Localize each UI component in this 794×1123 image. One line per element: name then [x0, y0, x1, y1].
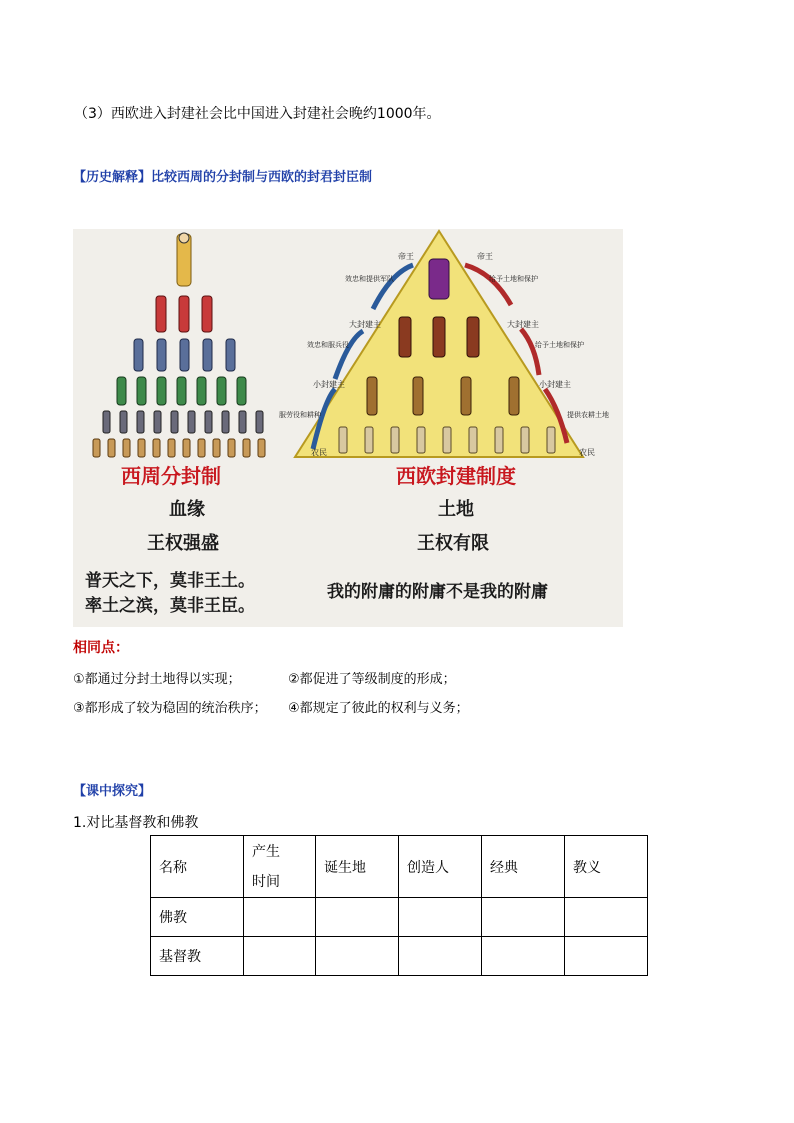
zhou-basis: 血缘 [169, 499, 205, 520]
europe-quote: 我的附庸的附庸不是我的附庸 [327, 582, 548, 602]
table-cell[interactable] [482, 937, 565, 976]
europe-title: 西欧封建制度 [396, 464, 516, 488]
header-cell [244, 836, 316, 898]
europe-power: 王权有限 [417, 533, 489, 554]
zhou-hierarchy-figures [93, 233, 265, 457]
level-left-0: 帝王 [398, 252, 414, 261]
level-right-2: 小封建主 [539, 380, 571, 389]
duty-up-2: 服劳役和耕种 [279, 411, 321, 419]
duty-up-0: 效忠和提供军队 [345, 275, 394, 283]
table-cell[interactable] [244, 937, 316, 976]
table-row [151, 937, 648, 976]
table-cell: 佛教 [151, 898, 244, 937]
duty-down-0: 给予土地和保护 [489, 275, 538, 283]
level-left-1: 大封建主 [349, 320, 381, 329]
level-left-3: 农民 [311, 448, 327, 457]
table-cell[interactable] [316, 898, 399, 937]
table-cell[interactable] [482, 898, 565, 937]
table-cell[interactable] [399, 937, 482, 976]
table-row [151, 898, 648, 937]
table-cell[interactable] [565, 937, 648, 976]
similarity-point: ①都通过分封土地得以实现； [73, 672, 241, 687]
table-cell[interactable] [565, 898, 648, 937]
table-cell[interactable] [244, 898, 316, 937]
level-right-1: 大封建主 [507, 320, 539, 329]
feudal-comparison-figure [73, 229, 623, 627]
similarity-point: ④都规定了彼此的权利与义务； [288, 701, 469, 716]
header-cell: 教义 [565, 836, 648, 898]
zhou-power: 王权强盛 [147, 533, 219, 554]
header-cell: 创造人 [399, 836, 482, 898]
level-right-3: 农民 [579, 448, 595, 457]
zhou-quote-line2: 率土之滨，莫非王臣。 [85, 596, 255, 616]
header-cell-text: 产生时间 [252, 843, 280, 890]
duty-up-1: 效忠和服兵役 [307, 341, 349, 349]
history-section-title: 【历史解释】比较西周的分封制与西欧的封君封臣制 [73, 170, 373, 185]
header-cell: 经典 [482, 836, 565, 898]
zhou-title: 西周分封制 [121, 464, 221, 488]
level-right-0: 帝王 [477, 252, 493, 261]
table-header-row [151, 836, 648, 898]
inquiry-task: 1.对比基督教和佛教 [73, 815, 199, 831]
duty-down-1: 给予土地和保护 [535, 341, 584, 349]
duty-down-2: 提供农耕土地 [567, 411, 609, 419]
inquiry-section-title: 【课中探究】 [73, 784, 152, 799]
similarity-point: ③都形成了较为稳固的统治秩序； [73, 701, 267, 716]
table-cell: 基督教 [151, 937, 244, 976]
table-cell[interactable] [399, 898, 482, 937]
header-cell: 名称 [151, 836, 244, 898]
level-left-2: 小封建主 [313, 380, 345, 389]
feudal-comparison-illustration [73, 229, 623, 627]
table-cell[interactable] [316, 937, 399, 976]
similarity-point: ②都促进了等级制度的形成； [288, 672, 456, 687]
zhou-quote-line1: 普天之下，莫非王土。 [85, 571, 255, 591]
europe-basis: 土地 [438, 499, 474, 520]
comparison-table [150, 835, 648, 976]
similarities-title: 相同点： [73, 640, 129, 656]
header-cell: 诞生地 [316, 836, 399, 898]
intro-line: （3）西欧进入封建社会比中国进入封建社会晚约1000年。 [74, 106, 441, 122]
